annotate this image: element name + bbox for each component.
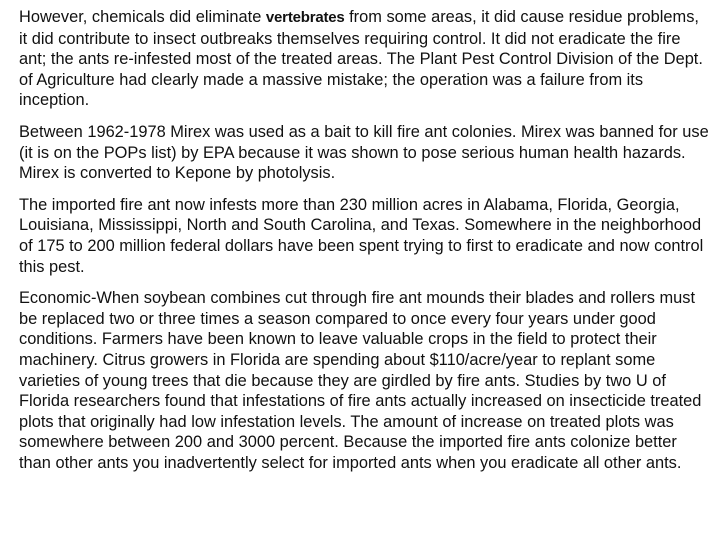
paragraph-mirex: Between 1962-1978 Mirex was used as a bait to kill fire ant colonies. Mirex was banned for use (it is on the POPs list) by EPA because it was shown to pose serious human health hazards. Mirex is converted to Kepone by photolysis. [19,122,709,183]
paragraph-infestation: The imported fire ant now infests more than 230 million acres in Alabama, Florida, Georgia, Louisiana, Mississippi, North and South Carolina, and Texas. Somewhere in the neighborhood of 175 to 200 million federal dollars have been spent trying to first to eradicate and now control this pest. [19,195,704,276]
paragraph-chemicals-lead: However, chemicals did eliminate [19,8,266,26]
paragraph-economic: Economic-When soybean combines cut through fire ant mounds their blades and rollers must be replaced two or three times a season compared to once every four years under good conditions. Farmers have been known to leave valuable crops in the field to protect their machinery. Citrus growers in Florida are spending about $110/acre/year to replant some varieties of young trees that die because they are girdled by fire ants. Studies by two U of Florida researchers found that infestations of fire ants actually increased on insecticide treated plots that originally had low infestation levels. The amount of increase on treated plots was somewhere between 200 and 3000 percent. Because the imported fire ants colonize better than other ants you inadvertently select for imported ants when you eradicate all other ants. [19,289,702,472]
paragraph-chemicals [19,7,710,111]
paragraph-chemicals-rest: from some areas, it did cause residue problems, it did contribute to insect outbreaks themselves requiring control. It did not eradicate the fire ant; the ants re-infested most of the treated areas. The Plant Pest Control Division of the Dept. of Agriculture had clearly made a massive mistake; the operation was a failure from its inception. [19,8,703,110]
emphasis-vertebrates: vertebrates [265,9,345,26]
